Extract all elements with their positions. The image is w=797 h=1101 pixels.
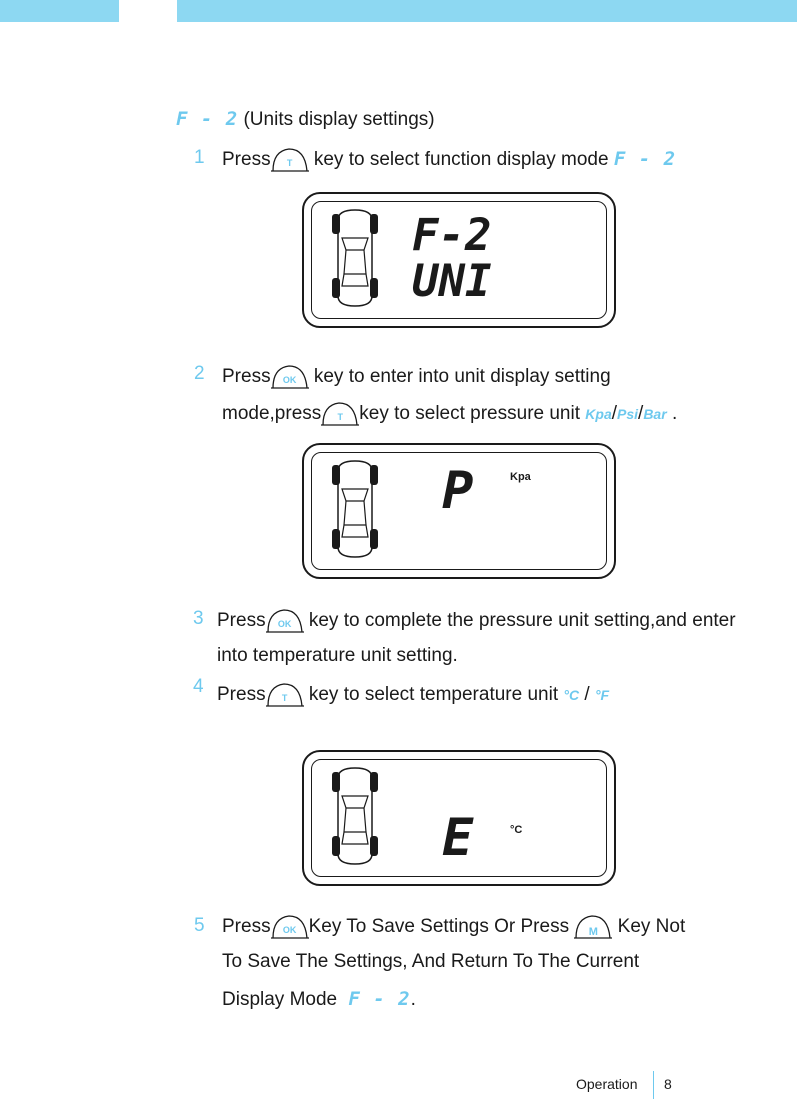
- top-bar-left: [0, 0, 119, 22]
- unit-celsius: °C: [563, 687, 580, 703]
- ok-key-icon: OK: [266, 606, 304, 634]
- step-2: [222, 362, 611, 390]
- step-text: Press: [222, 366, 271, 387]
- step-text: into temperature unit setting.: [217, 645, 458, 666]
- step-text: key to complete the pressure unit setting,and enter: [308, 610, 736, 631]
- lcd-line-2: UNI: [412, 256, 492, 307]
- lcd-unit: °C: [510, 824, 523, 836]
- lcd-main: P: [442, 461, 474, 521]
- step-3-line-2: [217, 644, 458, 668]
- step-3: [217, 606, 736, 634]
- step-text: Key To Save Settings Or Press: [308, 916, 570, 937]
- step-1: [222, 145, 676, 173]
- function-code: F - 2: [348, 988, 411, 1010]
- step-4: Press T key to select temperature unit °C / °F: [217, 680, 609, 708]
- m-key-icon: M: [574, 912, 612, 940]
- page-number: 8: [664, 1076, 672, 1092]
- step-5-line-2: [222, 950, 639, 974]
- step-text: Press: [222, 149, 271, 170]
- step-text: Press: [217, 684, 266, 705]
- lcd-unit: Kpa: [510, 471, 531, 483]
- step-text: To Save The Settings, And Return To The Current: [222, 951, 640, 972]
- function-code: F - 2: [613, 148, 677, 170]
- step-5-line-3: Display Mode F - 2.: [222, 988, 416, 1010]
- lcd-display-function: [302, 192, 616, 328]
- t-key-icon: T: [271, 145, 309, 173]
- step-number: 2: [194, 363, 205, 384]
- heading-code: F - 2: [176, 108, 239, 130]
- car-icon: [326, 766, 384, 866]
- unit-bar: Bar: [643, 406, 667, 422]
- step-5: [222, 912, 685, 940]
- step-number: 5: [194, 915, 205, 936]
- unit-psi: Psi: [617, 406, 639, 422]
- step-text: Press: [222, 916, 271, 937]
- step-2-line-2: mode,press T key to select pressure unit Kpa/Psi/Bar .: [222, 399, 677, 427]
- step-text: key to select function display mode: [313, 149, 609, 170]
- lcd-main: E: [442, 808, 474, 868]
- step-number: 3: [193, 608, 204, 629]
- unit-kpa: Kpa: [585, 406, 612, 422]
- section-heading: [176, 108, 435, 131]
- car-icon: [326, 208, 384, 308]
- heading-text: (Units display settings): [243, 109, 435, 130]
- t-key-icon: T: [321, 399, 359, 427]
- lcd-line-1: F-2: [412, 210, 492, 261]
- ok-key-icon: OK: [271, 912, 309, 940]
- step-text: mode,press: [222, 403, 322, 424]
- top-bar-right: [177, 0, 797, 22]
- footer-divider: [653, 1071, 654, 1099]
- footer-section: Operation: [576, 1076, 638, 1092]
- step-text: Display Mode: [222, 989, 338, 1010]
- unit-fahrenheit: °F: [594, 687, 610, 703]
- lcd-display-pressure: [302, 443, 616, 579]
- step-number: 4: [193, 676, 204, 697]
- step-text: key to select pressure unit: [359, 403, 580, 424]
- t-key-icon: T: [266, 680, 304, 708]
- step-text: key to enter into unit display setting: [313, 366, 611, 387]
- step-text: key to select temperature unit: [308, 684, 559, 705]
- ok-key-icon: OK: [271, 362, 309, 390]
- step-text: Key Not: [617, 916, 686, 937]
- step-number: 1: [194, 147, 205, 168]
- lcd-display-temperature: [302, 750, 616, 886]
- step-text: Press: [217, 610, 266, 631]
- car-icon: [326, 459, 384, 559]
